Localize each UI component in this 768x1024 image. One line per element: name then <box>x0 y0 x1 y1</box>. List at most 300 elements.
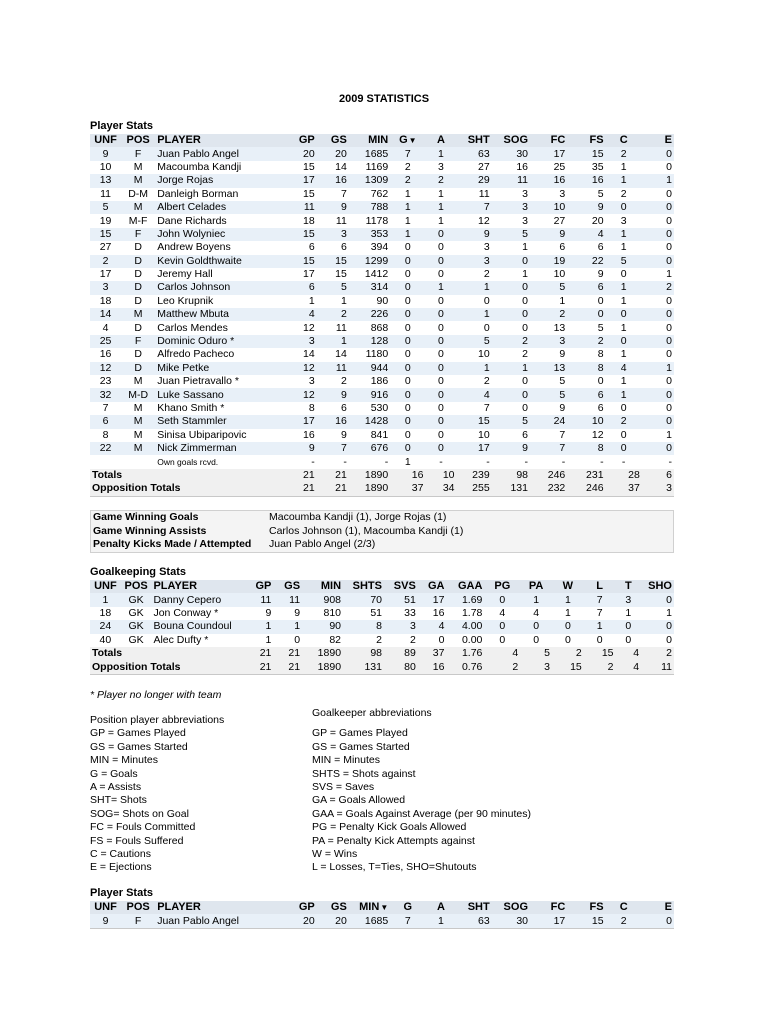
table-cell: 2 <box>90 255 121 268</box>
table-cell: 6 <box>567 241 605 254</box>
table-cell: 10 <box>90 161 121 174</box>
table-cell: John Wolyniec <box>155 228 278 241</box>
table-cell: M <box>121 375 155 388</box>
table-cell: 37 <box>390 482 425 496</box>
table-cell: 0.76 <box>446 660 484 674</box>
table-cell: 3 <box>90 281 121 294</box>
player-stats-2-table <box>90 901 674 929</box>
table-cell: 6 <box>567 388 605 401</box>
table-cell: 1890 <box>302 647 343 660</box>
table-row <box>90 295 674 308</box>
table-cell: Danny Cepero <box>151 593 239 606</box>
table-cell: 7 <box>390 914 425 928</box>
table-cell: 20 <box>278 914 316 928</box>
table-cell: 1 <box>425 188 456 201</box>
table-row <box>90 214 674 227</box>
table-cell: 9 <box>317 388 349 401</box>
table-row <box>90 161 674 174</box>
table-cell: 12 <box>278 321 316 334</box>
abbreviation-item: MIN = Minutes <box>90 754 158 767</box>
table-cell: 11 <box>90 188 121 201</box>
table-row <box>90 415 674 428</box>
table-cell: 0 <box>425 362 456 375</box>
abbreviation-item: SOG= Shots on Goal <box>90 807 189 820</box>
table-cell: 3 <box>457 241 492 254</box>
table-cell: M <box>121 429 155 442</box>
table-cell: 1890 <box>349 469 390 482</box>
table-cell: 15 <box>567 914 605 928</box>
table-cell: 0 <box>484 634 520 647</box>
table-cell: 0 <box>390 255 425 268</box>
table-cell: 12 <box>278 362 316 375</box>
table-cell: 6 <box>317 241 349 254</box>
table-cell: 18 <box>90 607 121 620</box>
table-row <box>90 241 674 254</box>
table-cell: 1 <box>317 335 349 348</box>
table-cell: - <box>642 455 674 468</box>
table-cell: 0 <box>425 321 456 334</box>
table-cell: 1169 <box>349 161 390 174</box>
sort-down-arrow-icon: ▼ <box>408 136 417 146</box>
table-cell: 4 <box>484 647 520 660</box>
goalkeeper-abbreviations <box>312 707 531 875</box>
table-cell: 0 <box>390 308 425 321</box>
table-cell: 27 <box>530 214 567 227</box>
abbreviation-item: SHT= Shots <box>90 794 147 807</box>
column-header: PA <box>520 580 552 593</box>
column-header: POS <box>121 901 155 914</box>
table-cell: 4 <box>567 228 605 241</box>
table-cell: 9 <box>567 268 605 281</box>
table-cell: 2 <box>552 647 584 660</box>
table-cell: 4 <box>616 647 642 660</box>
table-cell: 37 <box>606 482 642 496</box>
table-cell: Juan Pietravallo * <box>155 375 278 388</box>
table-cell: 7 <box>584 607 616 620</box>
table-cell: 16 <box>492 161 530 174</box>
column-header: SHO <box>641 580 674 593</box>
table-cell: 16 <box>567 174 605 187</box>
table-cell: 0 <box>390 362 425 375</box>
table-cell: 25 <box>90 335 121 348</box>
table-cell: 3 <box>530 335 567 348</box>
table-row <box>90 375 674 388</box>
table-cell: 1428 <box>349 415 390 428</box>
table-cell: 12 <box>457 214 492 227</box>
table-cell: 15 <box>567 147 605 160</box>
table-cell: 0 <box>390 281 425 294</box>
table-cell: 3 <box>492 201 530 214</box>
table-cell: 1 <box>390 201 425 214</box>
table-cell: 12 <box>567 429 605 442</box>
table-cell: 2 <box>584 660 616 674</box>
column-header: GS <box>317 134 349 147</box>
table-cell: 19 <box>90 214 121 227</box>
table-cell: 11 <box>317 214 349 227</box>
table-cell: 0 <box>484 620 520 633</box>
table-cell: 21 <box>317 469 349 482</box>
abbreviations-heading: Position player abbreviations <box>90 714 225 726</box>
table-cell: 1 <box>606 375 642 388</box>
column-header[interactable]: G▼ <box>390 134 425 147</box>
table-cell: 1178 <box>349 214 390 227</box>
table-cell: D-M <box>121 188 155 201</box>
table-cell: 6 <box>278 281 316 294</box>
table-cell: 32 <box>90 388 121 401</box>
table-cell: 1.69 <box>446 593 484 606</box>
table-cell: - <box>278 455 316 468</box>
table-cell: 17 <box>90 268 121 281</box>
table-row <box>90 634 674 647</box>
table-cell: 6 <box>567 281 605 294</box>
table-cell: 3 <box>606 214 642 227</box>
table-cell: 70 <box>343 593 384 606</box>
table-cell: 1 <box>642 362 674 375</box>
table-cell: 1 <box>425 201 456 214</box>
table-cell: 10 <box>457 429 492 442</box>
table-cell: 2 <box>606 147 642 160</box>
table-cell: 1309 <box>349 174 390 187</box>
column-header: PLAYER <box>155 134 278 147</box>
column-header: SOG <box>492 134 530 147</box>
table-cell: Dane Richards <box>155 214 278 227</box>
table-cell: 1 <box>520 593 552 606</box>
table-cell: 0.00 <box>446 634 484 647</box>
table-cell: 0 <box>642 214 674 227</box>
table-cell: 27 <box>90 241 121 254</box>
table-cell: 21 <box>317 482 349 496</box>
table-cell: 1 <box>606 295 642 308</box>
table-cell: GK <box>121 634 152 647</box>
table-cell: 5 <box>457 335 492 348</box>
table-cell: D <box>121 241 155 254</box>
table-cell: 676 <box>349 442 390 455</box>
table-cell: 0 <box>642 415 674 428</box>
table-cell: 0 <box>425 335 456 348</box>
table-cell: 14 <box>317 348 349 361</box>
table-cell: Kevin Goldthwaite <box>155 255 278 268</box>
table-cell: 2 <box>457 375 492 388</box>
table-cell: 0 <box>457 295 492 308</box>
player-stats-title: Player Stats <box>90 120 153 132</box>
table-row <box>90 201 674 214</box>
table-row <box>90 321 674 334</box>
table-cell: 11 <box>317 321 349 334</box>
table-cell: 1.78 <box>446 607 484 620</box>
table-cell: 0 <box>616 620 642 633</box>
table-cell: 5 <box>90 201 121 214</box>
table-cell: 0 <box>520 620 552 633</box>
table-cell <box>121 455 155 468</box>
table-cell: 10 <box>425 469 456 482</box>
table-row <box>90 429 674 442</box>
table-cell: 12 <box>278 388 316 401</box>
footnote: * Player no longer with team <box>90 689 222 701</box>
table-cell: 7 <box>457 201 492 214</box>
table-cell: 11 <box>273 593 302 606</box>
table-cell: 7 <box>530 442 567 455</box>
table-cell: 8 <box>278 402 316 415</box>
table-cell: 17 <box>418 593 447 606</box>
table-cell: 1 <box>425 214 456 227</box>
column-header: UNF <box>90 901 121 914</box>
table-cell: 4 <box>520 607 552 620</box>
game-winning-table <box>90 510 674 553</box>
table-cell: 11 <box>641 660 674 674</box>
table-cell: 5 <box>567 321 605 334</box>
table-cell: 6 <box>278 241 316 254</box>
abbreviation-item: GS = Games Started <box>90 740 188 753</box>
column-header: GP <box>278 901 316 914</box>
abbreviation-item: SHTS = Shots against <box>312 767 416 780</box>
table-cell: 15 <box>584 647 616 660</box>
table-cell: 82 <box>302 634 343 647</box>
table-cell: 2 <box>390 174 425 187</box>
table-cell: 23 <box>90 375 121 388</box>
table-cell: 1 <box>425 147 456 160</box>
table-cell: Jeremy Hall <box>155 268 278 281</box>
table-cell: Jorge Rojas <box>155 174 278 187</box>
table-cell: 6 <box>492 429 530 442</box>
table-cell: 1890 <box>302 660 343 674</box>
table-cell: 131 <box>343 660 384 674</box>
table-cell: 8 <box>567 348 605 361</box>
table-cell: 90 <box>349 295 390 308</box>
table-cell: - <box>530 455 567 468</box>
table-cell: 0 <box>606 308 642 321</box>
table-cell: 21 <box>240 660 274 674</box>
table-cell: 0 <box>642 147 674 160</box>
table-cell: 1 <box>606 388 642 401</box>
table-cell: 17 <box>530 914 567 928</box>
table-cell: Dominic Oduro * <box>155 335 278 348</box>
table-cell: 0 <box>390 388 425 401</box>
table-cell: 944 <box>349 362 390 375</box>
table-cell: 1 <box>642 174 674 187</box>
table-cell: 5 <box>530 388 567 401</box>
table-cell: 762 <box>349 188 390 201</box>
abbreviation-item: GS = Games Started <box>312 740 410 753</box>
table-cell: 0 <box>642 201 674 214</box>
column-header: A <box>425 901 456 914</box>
table-cell: 0 <box>425 388 456 401</box>
column-header: POS <box>121 134 155 147</box>
column-header: GS <box>273 580 302 593</box>
column-header: GAA <box>446 580 484 593</box>
table-cell: Own goals rcvd. <box>155 455 278 468</box>
table-cell: 22 <box>567 255 605 268</box>
table-cell: 0 <box>390 415 425 428</box>
table-cell: 22 <box>90 442 121 455</box>
table-cell: 4 <box>90 321 121 334</box>
table-cell: 8 <box>343 620 384 633</box>
table-cell: 0 <box>492 281 530 294</box>
table-cell: 0 <box>492 295 530 308</box>
table-cell: 21 <box>278 482 316 496</box>
table-cell: 3 <box>425 161 456 174</box>
game-winning-row <box>91 511 674 525</box>
table-cell: 8 <box>567 362 605 375</box>
player-stats-2-title: Player Stats <box>90 887 153 899</box>
table-cell: GK <box>121 607 152 620</box>
table-cell: 0 <box>425 295 456 308</box>
table-cell: 1 <box>492 362 530 375</box>
table-cell: 3 <box>457 255 492 268</box>
table-cell: 1 <box>425 281 456 294</box>
table-cell: 63 <box>457 914 492 928</box>
table-cell: - <box>317 455 349 468</box>
table-cell: 16 <box>317 174 349 187</box>
table-cell: 1 <box>642 268 674 281</box>
table-cell: 16 <box>317 415 349 428</box>
abbreviation-item: MIN = Minutes <box>312 754 380 767</box>
table-row <box>90 593 674 606</box>
table-cell: 2 <box>484 660 520 674</box>
table-cell: D <box>121 295 155 308</box>
table-cell: 1685 <box>349 914 390 928</box>
table-cell: 16 <box>418 660 447 674</box>
table-cell: 4 <box>616 660 642 674</box>
table-cell: 0 <box>390 295 425 308</box>
position-abbreviations <box>90 714 224 875</box>
table-cell: D <box>121 348 155 361</box>
table-cell: 186 <box>349 375 390 388</box>
table-cell: 908 <box>302 593 343 606</box>
table-cell: 0 <box>492 321 530 334</box>
table-cell: 0 <box>642 295 674 308</box>
abbreviation-item: GA = Goals Allowed <box>312 794 406 807</box>
game-winning-label: Penalty Kicks Made / Attempted <box>93 538 252 551</box>
table-cell: 17 <box>457 442 492 455</box>
table-cell: 9 <box>278 442 316 455</box>
table-cell: 0 <box>425 415 456 428</box>
table-cell: 128 <box>349 335 390 348</box>
column-header: FC <box>530 134 567 147</box>
column-header: MIN <box>349 134 390 147</box>
table-row <box>90 255 674 268</box>
table-cell: 21 <box>240 647 274 660</box>
table-cell: 18 <box>90 295 121 308</box>
table-cell: 231 <box>567 469 605 482</box>
table-cell: 25 <box>530 161 567 174</box>
abbreviation-item: L = Losses, T=Ties, SHO=Shutouts <box>312 861 477 874</box>
table-cell: 9 <box>90 914 121 928</box>
table-cell: 16 <box>418 607 447 620</box>
column-header: GP <box>278 134 316 147</box>
table-cell: 6 <box>317 402 349 415</box>
table-cell: 2 <box>425 174 456 187</box>
column-header: C <box>606 901 642 914</box>
table-cell: GK <box>121 620 152 633</box>
table-cell: 8 <box>567 442 605 455</box>
table-cell: 0 <box>552 620 584 633</box>
table-cell: 15 <box>457 415 492 428</box>
table-cell: 1 <box>90 593 121 606</box>
table-cell: 0 <box>606 201 642 214</box>
table-cell: 13 <box>530 362 567 375</box>
column-header[interactable]: MIN▼ <box>349 901 390 914</box>
sort-down-arrow-icon: ▼ <box>380 903 389 913</box>
table-cell: 1 <box>606 281 642 294</box>
table-cell: 1 <box>641 607 674 620</box>
table-cell: 0 <box>642 228 674 241</box>
column-header: T <box>616 580 642 593</box>
column-header: E <box>642 901 674 914</box>
table-cell: 2 <box>457 268 492 281</box>
table-cell: 1 <box>240 634 274 647</box>
table-cell: 0 <box>492 402 530 415</box>
table-cell: Bouna Coundoul <box>151 620 239 633</box>
table-cell: 0 <box>425 255 456 268</box>
table-cell: 9 <box>457 228 492 241</box>
table-cell: 3 <box>317 228 349 241</box>
column-header: SHTS <box>343 580 384 593</box>
table-cell: 0 <box>606 402 642 415</box>
table-cell: D <box>121 255 155 268</box>
column-header: SHT <box>457 901 492 914</box>
table-cell: 10 <box>530 268 567 281</box>
table-cell: 0 <box>641 593 674 606</box>
table-cell: 1 <box>606 161 642 174</box>
table-cell: Luke Sassano <box>155 388 278 401</box>
table-cell: Jon Conway * <box>151 607 239 620</box>
table-cell: 33 <box>384 607 418 620</box>
abbreviation-item: G = Goals <box>90 767 138 780</box>
table-cell: 0 <box>484 593 520 606</box>
table-cell: 1 <box>552 593 584 606</box>
table-row <box>90 442 674 455</box>
table-cell: 16 <box>90 348 121 361</box>
table-cell: 232 <box>530 482 567 496</box>
table-cell: 3 <box>492 188 530 201</box>
table-cell: Juan Pablo Angel <box>155 914 278 928</box>
table-cell: 0 <box>273 634 302 647</box>
table-cell: 6 <box>90 415 121 428</box>
column-header: UNF <box>90 134 121 147</box>
table-cell: 2 <box>530 308 567 321</box>
table-cell: 0 <box>390 241 425 254</box>
table-cell: Seth Stammler <box>155 415 278 428</box>
table-cell: 9 <box>492 442 530 455</box>
table-cell: 0 <box>642 188 674 201</box>
table-cell: 353 <box>349 228 390 241</box>
table-cell: - <box>425 455 456 468</box>
table-cell: 35 <box>567 161 605 174</box>
table-cell: 8 <box>90 429 121 442</box>
table-cell: 0 <box>390 429 425 442</box>
table-cell: 0 <box>642 321 674 334</box>
table-cell: 1 <box>606 241 642 254</box>
table-cell: 1 <box>278 295 316 308</box>
table-cell: 37 <box>418 647 447 660</box>
table-cell: 17 <box>278 268 316 281</box>
table-cell: 0 <box>642 161 674 174</box>
table-cell: 0 <box>425 228 456 241</box>
table-cell: M-D <box>121 388 155 401</box>
table-cell: 0 <box>425 348 456 361</box>
goalkeeping-stats-title: Goalkeeping Stats <box>90 566 186 578</box>
abbreviation-item: GP = Games Played <box>90 727 186 740</box>
table-cell: M <box>121 161 155 174</box>
table-cell: 5 <box>606 255 642 268</box>
table-cell: 246 <box>567 482 605 496</box>
column-header: PG <box>484 580 520 593</box>
table-cell: 11 <box>492 174 530 187</box>
table-cell: 11 <box>240 593 274 606</box>
table-cell: 1 <box>390 455 425 468</box>
table-cell: 2 <box>492 335 530 348</box>
table-cell: 394 <box>349 241 390 254</box>
